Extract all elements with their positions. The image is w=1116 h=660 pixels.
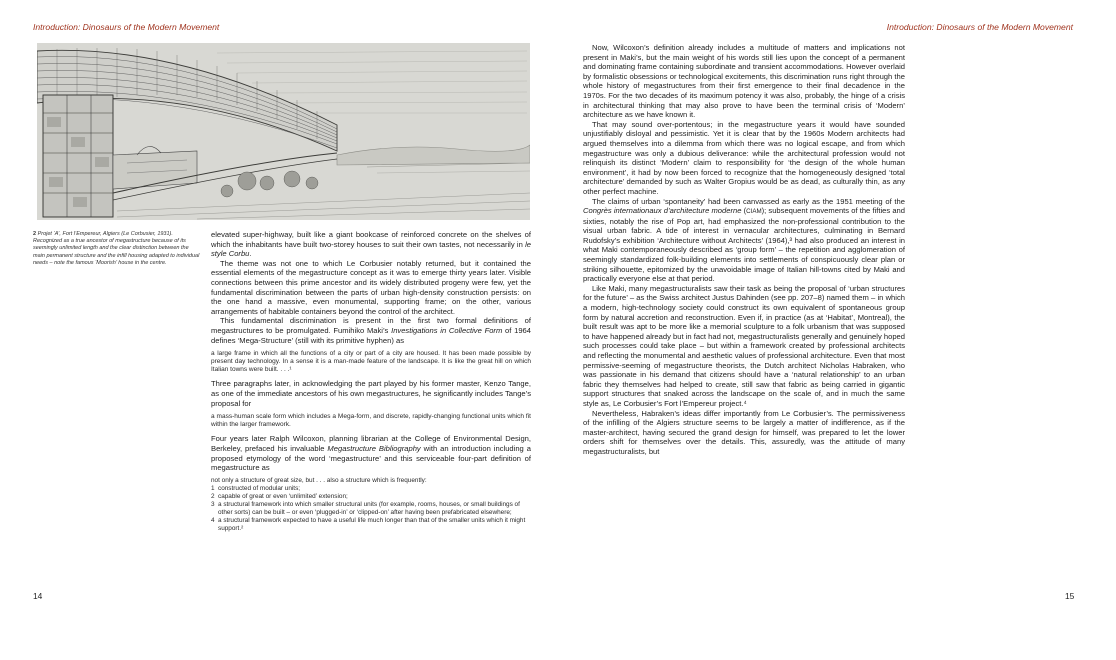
text-run: elevated super-highway, built like a giant bookcase of reinforced concrete on the shelves of which the inhabitants have built two-storey houses to suit their own tastes, not necessarily in bbox=[211, 230, 531, 249]
list-text: constructed of modular units; bbox=[218, 484, 301, 492]
list-number: 4 bbox=[211, 516, 215, 524]
text-run: of 1964 defines ‘Mega-Structure’ (still with its primitive hyphen) as bbox=[211, 325, 532, 345]
list-text: capable of great or even ‘unlimited’ extension; bbox=[218, 492, 348, 500]
text-run: ( bbox=[741, 206, 747, 216]
small-caps-run: CIAM bbox=[746, 208, 762, 216]
list-text: a structural framework expected to have a useful life much longer than that of the smaller units which it might support.² bbox=[218, 516, 526, 532]
left-paragraph-2: The theme was not one to which Le Corbusier notably returned, but it contained the essential elements of the megastructure concept as it was to emerge thirty years later. Visible connections between this prime ancestor and its widely distributed progeny were few, yet the fundamental discrimination between the parts of urban high-density construction persists: on the one hand a massive, even monumental, supporting frame; on the other, various arrangements of habitable containers beyond the control of the architect. bbox=[211, 258, 531, 316]
list-number: 1 bbox=[211, 484, 215, 492]
italic-run: le style Corbu bbox=[211, 239, 531, 259]
left-paragraph-5 bbox=[211, 434, 531, 472]
text-run: ); subsequent movements of the fifties and sixties, notably the rise of Pop art, had emphasized the non-professional contribution to the visual urban fabric. A tide of interest in vernacular architectures, culminating in Bernard Rudofsky’s exhibition ‘Architecture without Architects’ (1964),³ had also produced an interest in what Maki contemporaneously described as ‘group form’ – the repetition and agglomeration of seemingly standardized folk-building elements into settlements of conspicuously clear plan or striking silhouette, epitomized by the unavoidable image of Italian hill-towns cited by Maki and practically everyone else at that period. bbox=[583, 206, 905, 284]
definition-list bbox=[211, 477, 531, 533]
figure-caption-text: Projet ‘A’, Fort l’Empereur, Algiers (Le Corbusier, 1931). Recognized as a true ancestor of megastructure because of its seemingly unlimited length and the clear distinction between the main permanent structure and the infill housing adapted to individual needs – note the famous ‘Moorish’ house in the centre. bbox=[33, 231, 200, 266]
page-number-left: 14 bbox=[33, 591, 43, 601]
running-head-left: Introduction: Dinosaurs of the Modern Movement bbox=[33, 22, 220, 32]
figure-projet-a-drawing bbox=[37, 43, 530, 220]
text-run: . bbox=[249, 249, 252, 259]
page-number-right: 15 bbox=[1065, 591, 1075, 601]
architectural-sketch bbox=[37, 43, 530, 220]
list-item bbox=[211, 517, 531, 533]
text-run: with an introduction including a proposed etymology of the word ‘megastructure’ and this serviceable four-part definition of megastructure as bbox=[211, 443, 531, 473]
quote-maki: a large frame in which all the functions of a city or part of a city are housed. It has been made possible by present day technology. In a sense it is a man-made feature of the landscape. It is like the great hill on which Italian towns were built. . . .¹ bbox=[211, 350, 531, 374]
figure-number: 2 bbox=[33, 231, 37, 237]
list-item bbox=[211, 485, 531, 493]
italic-run: Investigations in Collective Form bbox=[391, 325, 503, 335]
left-paragraph-1 bbox=[211, 230, 531, 259]
left-paragraph-3 bbox=[211, 316, 531, 345]
text-run: The claims of urban ‘spontaneity’ had been canvassed as early as the 1951 meeting of the bbox=[592, 196, 905, 206]
left-paragraph-4: Three paragraphs later, in acknowledging the part played by his former master, Kenzo Tange, as one of the immediate ancestors of his own megastructures, he significantly includes Tange’s proposal for bbox=[211, 379, 531, 408]
list-number: 2 bbox=[211, 492, 215, 500]
running-head-right: Introduction: Dinosaurs of the Modern Movement bbox=[886, 22, 1073, 32]
italic-run: Megastructure Bibliography bbox=[327, 443, 421, 453]
list-item bbox=[211, 493, 531, 501]
definition-list-intro: not only a structure of great size, but . . . also a structure which is frequently: bbox=[211, 476, 427, 484]
right-paragraph-4: Like Maki, many megastructuralists saw their task as being the proposal of ‘urban structures for the future’ – as the Swiss architect Justus Dahinden (see pp. 207–8) named them – in which a modern, high-technology society could construct its own equivalent of spontaneous group form by natural accretion and reconstruction. Even if, in practice (as at ‘Habitat’, Montreal), the built result was apt to be more like a memorial sculpture to a folk urbanism that was supposed to have happened already but in fact had not, megastructuralists generally and genuinely hoped such processes could take place – but within a framework created by professional architects and reflecting the monumental and aesthetic values of professional architecture. Even that most permissive-seeming of megastructure theorists, the Dutch architect Nicholas Habraken, who was passionate in his demand that citizens should have a ‘natural relationship’ to an urban fabric they themselves had helped to create, still saw that fabric as being carried in gigantic support structures that snaked across the landscape on the scale of, and in much the same style as, Le Corbusier’s Fort l’Empereur project.⁴ bbox=[583, 283, 905, 408]
right-paragraph-2: That may sound over-portentous; in the megastructure years it would have sounded unjustifiably disloyal and pessimistic. Yet it is clear that by the 1960s Modern architects had argued themselves into a dilemma from which there was no logical escape, and from which megastructure was only a dubious deliverance: while the architectural profession would not relinquish its distinct ‘Modern’ claim to responsibility for ‘the design of the whole human environment’, it had by now been forced to recognize that the homogeneously designed ‘total architecture’ demanded by such as Walter Gropius would be as dead, as culturally thin, as any other perfect machine. bbox=[583, 119, 905, 196]
left-text-column bbox=[211, 230, 531, 533]
right-paragraph-3 bbox=[583, 197, 905, 284]
quote-tange: a mass-human scale form which includes a Mega-form, and discrete, rapidly-changing functional units which fit within the larger framework. bbox=[211, 413, 531, 429]
italic-run: Congrès internationaux d’architecture moderne bbox=[583, 206, 742, 216]
right-paragraph-5: Nevertheless, Habraken’s ideas differ importantly from Le Corbusier’s. The permissiveness of the infilling of the Algiers structure seems to be largely a matter of indifference, as if the master-architect, having secured the grand design for himself, was prepared to let the lower orders shift for themselves over the details. This, assuredly, was the attitude of many megastructuralists, but bbox=[583, 408, 905, 456]
right-paragraph-1: Now, Wilcoxon’s definition already includes a multitude of matters and implications not present in Maki’s, but the main weight of his words still lies upon the concept of a permanent and dominating frame containing subordinate and transient accommodations. However overlaid by formalistic obsessions or technological excitements, this discrimination runs right through the whole history of megastructures from their first emergence to their final decadence in the 1970s. For the two decades of its maximum potency it was also, probably, the hinge of a crisis in architectural thinking that may also prove to have been the terminal crisis of ‘Modern’ architecture as we have known it. bbox=[583, 43, 905, 120]
list-text: a structural framework into which smaller structural units (for example, rooms, houses, or small buildings of other sorts) can be built – or even ‘plugged-in’ or ‘clipped-on’ after having been prefabricated elsewhere; bbox=[218, 500, 520, 516]
figure-caption bbox=[33, 231, 200, 267]
right-text-column bbox=[583, 43, 905, 457]
list-item bbox=[211, 501, 531, 517]
text-run: This fundamental discrimination is present in the first two formal definitions of megastructures to be promulgated. Fumihiko Maki’s bbox=[211, 316, 531, 335]
list-number: 3 bbox=[211, 500, 215, 508]
text-run: Four years later Ralph Wilcoxon, planning librarian at the College of Environmental Design, Berkeley, prefaced his invaluable bbox=[211, 434, 531, 453]
